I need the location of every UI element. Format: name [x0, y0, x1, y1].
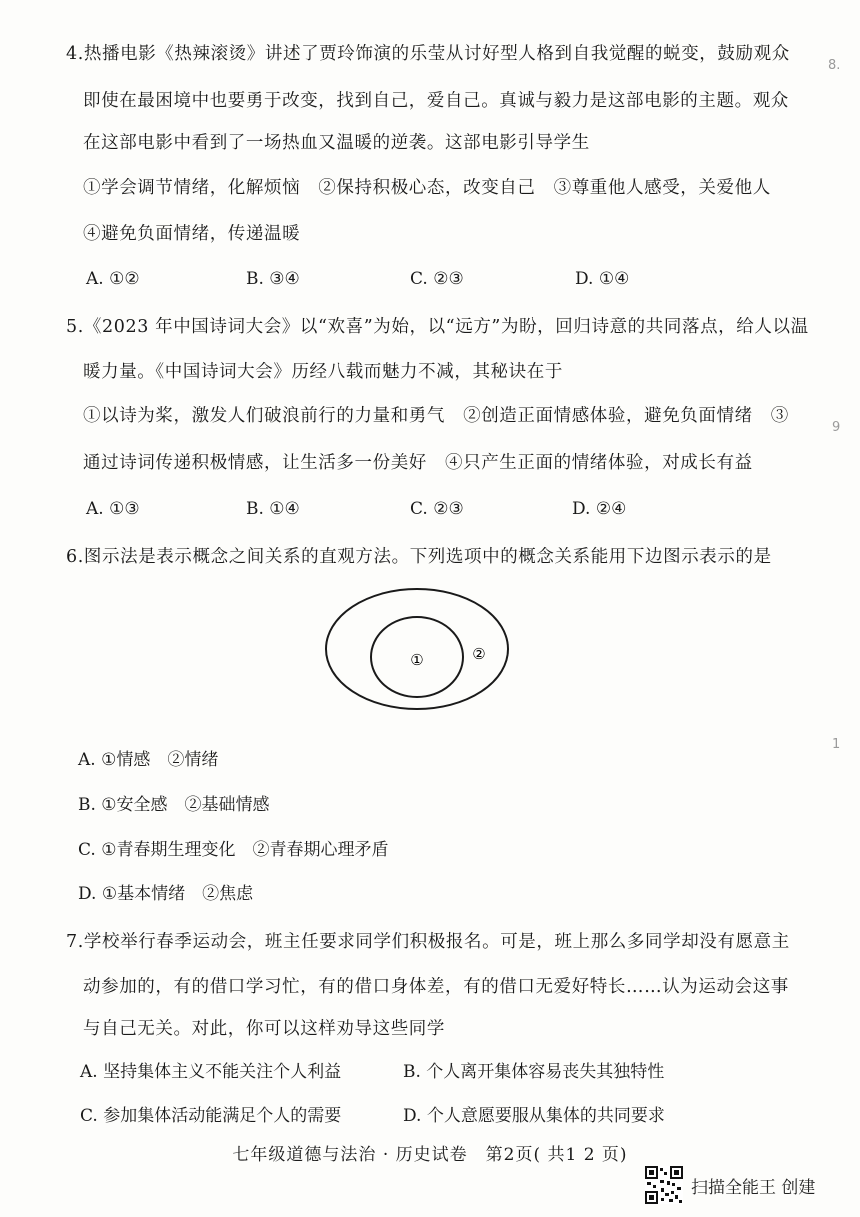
q4-line-3: 在这部电影中看到了一场热血又温暖的逆袭。这部电影引导学生 [83, 133, 590, 153]
q4-option-c: C. ②③ [410, 269, 464, 289]
q4-line-2: 即使在最困境中也要勇于改变，找到自己，爱自己。真诚与毅力是这部电影的主题。观众 [83, 91, 789, 111]
q4-line-1: 4.热播电影《热辣滚烫》讲述了贾玲饰演的乐莹从讨好型人格到自我觉醒的蜕变，鼓励观众 [66, 44, 790, 64]
q6-option-c: C. ①青春期生理变化 ②青春期心理矛盾 [78, 840, 389, 860]
margin-mark-1: 8. [828, 58, 841, 73]
q7-line-1: 7.学校举行春季运动会，班主任要求同学们积极报名。可是，班上那么多同学却没有愿意主 [66, 932, 790, 952]
q7-line-3: 与自己无关。对此，你可以这样劝导这些同学 [83, 1019, 445, 1039]
q4-option-b: B. ③④ [246, 269, 300, 289]
q5-option-b: B. ①④ [246, 499, 300, 519]
q4-statements-2: ④避免负面情绪，传递温暖 [83, 224, 301, 244]
q5-line-1: 5.《2023 年中国诗词大会》以“欢喜”为始，以“远方”为盼，回归诗意的共同落点，给人以温 [66, 317, 809, 337]
q4-statements-1: ①学会调节情绪，化解烦恼 ②保持积极心态，改变自己 ③尊重他人感受，关爱他人 [83, 178, 771, 198]
margin-mark-3: 1 [832, 737, 841, 752]
outer-label: ② [472, 645, 486, 663]
q6-option-d: D. ①基本情绪 ②焦虑 [78, 884, 254, 904]
page-footer: 七年级道德与法治 · 历史试卷 第2页( 共1 2 页) [232, 1145, 628, 1165]
q6-option-a: A. ①情感 ②情绪 [78, 750, 219, 770]
q5-statements-2: 通过诗词传递积极情感，让生活多一份美好 ④只产生正面的情绪体验，对成长有益 [83, 453, 753, 473]
scanner-stamp [645, 1165, 815, 1205]
q7-option-b: B. 个人离开集体容易丧失其独特性 [403, 1062, 665, 1082]
q7-option-d: D. 个人意愿要服从集体的共同要求 [403, 1106, 665, 1126]
q5-option-a: A. ①③ [86, 499, 140, 519]
q6-stem: 6.图示法是表示概念之间关系的直观方法。下列选项中的概念关系能用下边图示表示的是 [66, 547, 772, 567]
q7-option-c: C. 参加集体活动能满足个人的需要 [80, 1106, 342, 1126]
q7-line-2: 动参加的，有的借口学习忙，有的借口身体差，有的借口无爱好特长……认为运动会这事 [83, 977, 789, 997]
scanner-stamp-label: 扫描全能王 创建 [691, 1177, 816, 1198]
q6-option-b: B. ①安全感 ②基础情感 [78, 795, 270, 815]
qr-code-icon [645, 1166, 683, 1204]
q7-option-a: A. 坚持集体主义不能关注个人利益 [80, 1062, 342, 1082]
margin-mark-2: 9 [832, 420, 841, 435]
concept-diagram [322, 585, 512, 715]
q5-statements-1: ①以诗为桨，激发人们破浪前行的力量和勇气 ②创造正面情感体验，避免负面情绪 ③ [83, 406, 789, 426]
q5-line-2: 暖力量。《中国诗词大会》历经八载而魅力不减，其秘诀在于 [83, 362, 563, 382]
inner-label: ① [410, 651, 424, 669]
q5-option-d: D. ②④ [572, 499, 627, 519]
q4-option-a: A. ①② [86, 269, 140, 289]
q4-option-d: D. ①④ [575, 269, 630, 289]
q5-option-c: C. ②③ [410, 499, 464, 519]
